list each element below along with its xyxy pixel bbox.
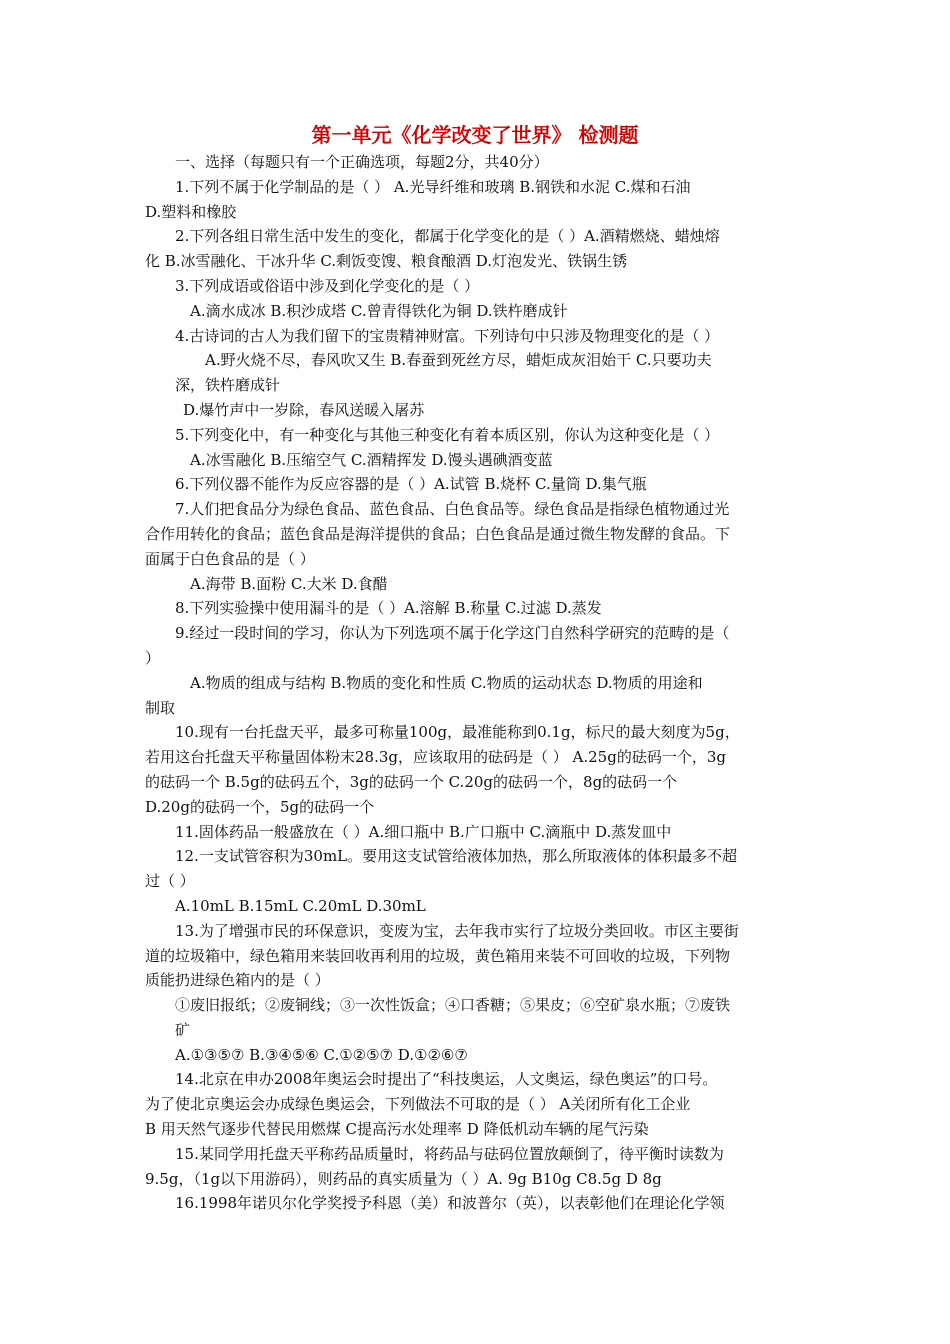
question-12-options: A.10mL B.15mL C.20mL D.30mL — [175, 896, 426, 915]
question-4-options: A.野火烧不尽，春风吹又生 B.春蚕到死丝方尽，蜡炬成灰泪始干 C.只要功夫 — [205, 351, 712, 370]
document-body — [145, 150, 810, 1216]
question-3-options: A.滴水成冰 B.积沙成塔 C.曾青得铁化为铜 D.铁杵磨成针 — [190, 301, 568, 320]
question-12: 12.一支试管容积为30mL。要用这支试管给液体加热，那么所取液体的体积最多不超 — [175, 847, 738, 866]
question-7: 7.人们把食品分为绿色食品、蓝色食品、白色食品等。绿色食品是指绿色植物通过光 — [175, 500, 730, 519]
question-4-option-d: D.爆竹声中一岁除，春风送暖入屠苏 — [183, 400, 425, 419]
question-15-cont: 9.5g，（1g以下用游码），则药品的真实质量为（ ）A. 9g B10g C8.5g D 8g — [145, 1169, 662, 1188]
question-13-options: A.①③⑤⑦ B.③④⑤⑥ C.①②⑤⑦ D.①②⑥⑦ — [175, 1045, 468, 1064]
question-4: 4.古诗词的古人为我们留下的宝贵精神财富。下列诗句中只涉及物理变化的是（ ） — [175, 326, 720, 345]
question-3: 3.下列成语或俗语中涉及到化学变化的是（ ） — [175, 276, 480, 295]
question-1: 1.下列不属于化学制品的是（ ） A.光导纤维和玻璃 B.钢铁和水泥 C.煤和石油 — [175, 177, 691, 196]
question-9-cont: ） — [145, 648, 161, 667]
question-11: 11.固体药品一般盛放在（ ）A.细口瓶中 B.广口瓶中 C.滴瓶中 D.蒸发皿中 — [175, 822, 672, 841]
section-heading: 一、选择（每题只有一个正确选项，每题2分，共40分） — [175, 153, 549, 171]
question-5-options: A.冰雪融化 B.压缩空气 C.酒精挥发 D.馒头遇碘酒变蓝 — [190, 450, 553, 469]
question-12-cont: 过（ ） — [145, 872, 195, 891]
question-9-options: A.物质的组成与结构 B.物质的变化和性质 C.物质的运动状态 D.物质的用途和 — [190, 673, 703, 692]
question-1-cont: D.塑料和橡胶 — [145, 202, 237, 221]
question-13: 13.为了增强市民的环保意识，变废为宝，去年我市实行了垃圾分类回收。市区主要街 — [175, 921, 739, 940]
question-2: 2.下列各组日常生活中发生的变化，都属于化学变化的是（ ）A.酒精燃烧、蜡烛熔 — [175, 227, 720, 246]
question-13-cont: 道的垃圾箱中，绿色箱用来装回收再利用的垃圾，黄色箱用来装不可回收的垃圾，下列物 — [145, 946, 731, 965]
question-14: 14.北京在申办2008年奥运会时提出了“科技奥运，人文奥运，绿色奥运”的口号。 — [175, 1070, 718, 1089]
question-4-options-cont: 深，铁杵磨成针 — [175, 376, 281, 395]
question-16: 16.1998年诺贝尔化学奖授予科恩（美）和波普尔（英），以表彰他们在理论化学领 — [175, 1194, 725, 1213]
question-10-cont: 若用这台托盘天平称量固体粉末28.3g，应该取用的砝码是（ ） A.25g的砝码一个，3g — [145, 748, 726, 767]
question-13-cont-2: 质能扔进绿色箱内的是（ ） — [145, 971, 330, 990]
question-6: 6.下列仪器不能作为反应容器的是（ ）A.试管 B.烧杯 C.量筒 D.集气瓶 — [175, 475, 647, 494]
question-7-options: A.海带 B.面粉 C.大米 D.食醋 — [190, 574, 388, 593]
question-8: 8.下列实验操中使用漏斗的是（ ）A.溶解 B.称量 C.过滤 D.蒸发 — [175, 599, 602, 618]
question-7-cont: 合作用转化的食品；蓝色食品是海洋提供的食品；白色食品是通过微生物发酵的食品。下 — [145, 524, 731, 543]
document-title: 第一单元《化学改变了世界》 检测题 — [311, 123, 639, 147]
question-9-options-cont: 制取 — [145, 698, 176, 717]
question-10-option-d: D.20g的砝码一个，5g的砝码一个 — [145, 797, 375, 816]
question-15: 15.某同学用托盘天平称药品质量时，将药品与砝码位置放颠倒了，待平衡时读数为 — [175, 1144, 724, 1163]
question-13-items: ①废旧报纸；②废铜线；③一次性饭盒；④口香糖；⑤果皮；⑥空矿泉水瓶；⑦废铁 — [175, 996, 731, 1015]
question-14-options: B 用天然气逐步代替民用燃煤 C提高污水处理率 D 降低机动车辆的尾气污染 — [145, 1120, 649, 1139]
question-7-cont-2: 面属于白色食品的是（ ） — [145, 549, 315, 568]
question-2-cont: 化 B.冰雪融化、干冰升华 C.剩饭变馊、粮食酿酒 D.灯泡发光、铁锅生锈 — [145, 252, 628, 271]
question-5: 5.下列变化中，有一种变化与其他三种变化有着本质区别，你认为这种变化是（ ） — [175, 425, 720, 444]
question-9: 9.经过一段时间的学习，你认为下列选项不属于化学这门自然科学研究的范畴的是（ — [175, 624, 730, 643]
question-10-options: 的砝码一个 B.5g的砝码五个，3g的砝码一个 C.20g的砝码一个，8g的砝码一个 — [145, 772, 678, 791]
question-10: 10.现有一台托盘天平，最多可称量100g，最准能称到0.1g，标尺的最大刻度为5g， — [175, 723, 740, 742]
question-13-items-cont: 矿 — [175, 1020, 191, 1039]
question-14-cont: 为了使北京奥运会办成绿色奥运会，下列做法不可取的是（ ） A关闭所有化工企业 — [145, 1095, 691, 1114]
